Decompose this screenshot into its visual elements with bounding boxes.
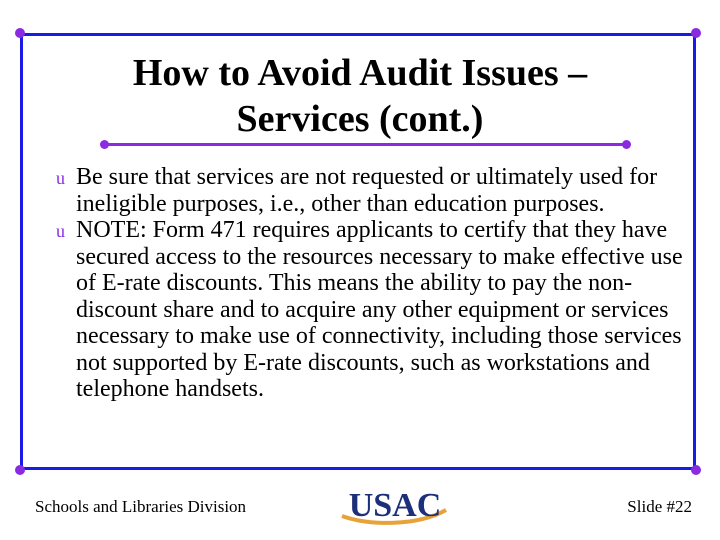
frame-corner-dot [691,465,701,475]
logo-text: USAC [348,487,442,524]
underline-end-dot [622,140,631,149]
usac-logo [340,486,450,528]
underline-end-dot [100,140,109,149]
frame-corner-dot [15,28,25,38]
bullet-list [56,164,696,403]
frame-corner-dot [15,465,25,475]
frame-corner-dot [691,28,701,38]
title-line-1: How to Avoid Audit Issues – [132,52,588,94]
bullet-text: NOTE: Form 471 requires applicants to certify that they have secured access to the resources necessary to make effective use of E-rate discounts. This means the ability to pay the non-discount share and to acquire any other equipment or services necessary to make use of connectivity, including those services not supported by E-rate discounts, such as workstations and telephone handsets. [76,217,683,402]
bullet-text: Be sure that services are not requested or ultimately used for ineligible purposes, i.e., other than education purposes. [76,164,658,217]
bullet-item [56,217,696,403]
slide-title [60,50,660,142]
diamond-bullet-icon: u [56,168,65,188]
slide-number: Slide #22 [627,497,692,516]
title-underline [104,143,628,146]
diamond-bullet-icon: u [56,221,65,241]
footer-division: Schools and Libraries Division [35,497,247,516]
bullet-item [56,164,696,217]
title-line-2: Services (cont.) [236,98,484,140]
